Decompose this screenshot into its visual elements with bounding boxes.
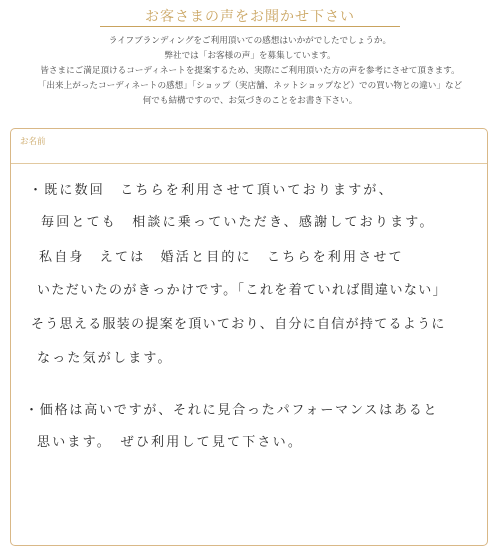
intro-line: ライフブランディングをご利用頂いての感想はいかがでしたでしょうか。 [108, 36, 392, 46]
handwritten-line: 私自身 えては 婚活と目的に こちらを利用させて [39, 250, 404, 265]
comment-card [10, 128, 488, 546]
handwritten-line: ・既に数回 こちらを利用させて頂いておりますが、 [29, 183, 394, 198]
handwritten-line: なった気がします。 [37, 351, 173, 366]
intro-text [0, 34, 500, 109]
handwritten-line: いただいたのがきっかけです。「これを着ていれば間違いない」 [37, 283, 448, 298]
handwritten-line: ・価格は高いですが、それに見合ったパフォーマンスはあると [25, 403, 439, 418]
handwritten-line: 毎回とても 相談に乗っていただき、感謝しております。 [41, 215, 435, 230]
page-title: お客さまの声をお聞かせ下さい [145, 9, 355, 25]
intro-line: 何でも結構ですので、お気づきのことをお書き下さい。 [142, 96, 358, 106]
handwritten-line: そう思える服装の提案を頂いており、自分に自信が持てるように [31, 317, 446, 332]
name-divider [11, 163, 487, 164]
intro-line: 弊社では「お客様の声」を募集しています。 [164, 51, 336, 61]
title-underline [100, 26, 400, 27]
intro-line: 「出来上がったコーディネートの感想」「ショップ（実店舗、ネットショップなど）での買い物との違い」など [37, 81, 463, 91]
handwritten-line: 思います。 ぜひ利用して見て下さい。 [37, 435, 304, 450]
intro-line: 皆さまにご満足頂けるコーディネートを提案するため、実際にご利用頂いた方の声を参考にさせて頂きます。 [40, 66, 460, 76]
name-label: お名前 [20, 137, 46, 147]
